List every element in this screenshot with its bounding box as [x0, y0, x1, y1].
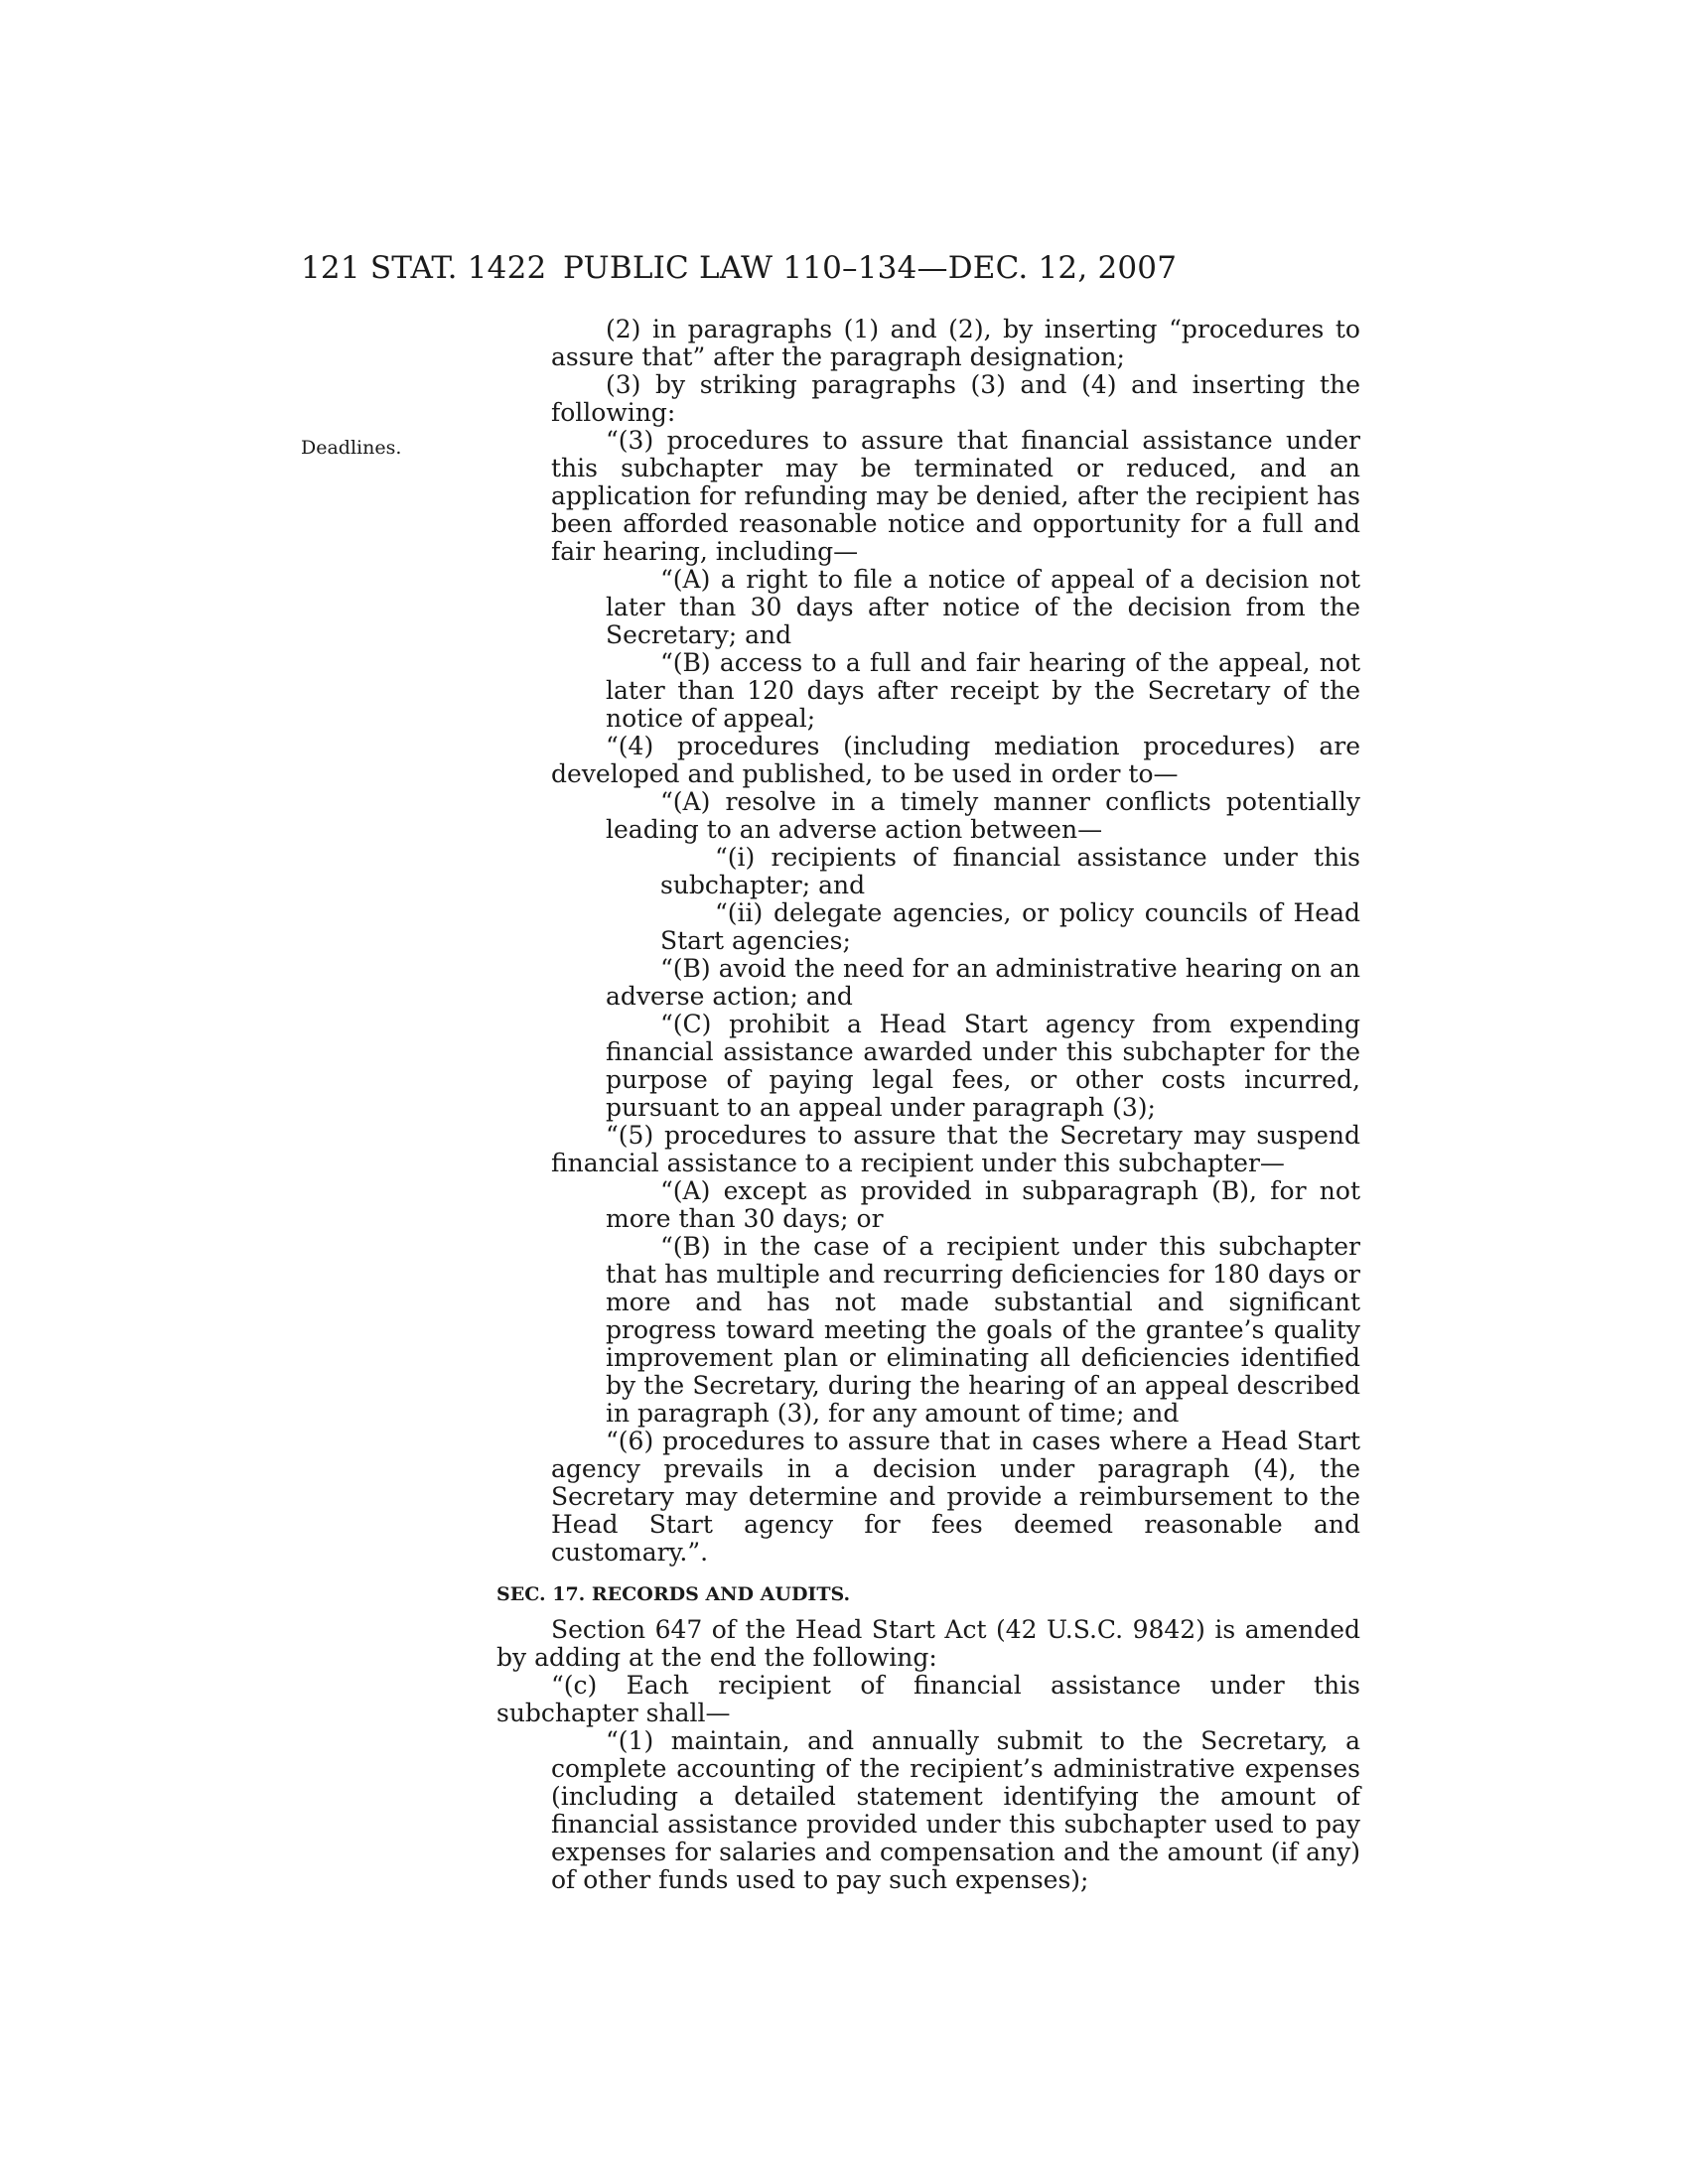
paragraph: (3) by striking paragraphs (3) and (4) and inserting the following: [551, 370, 1360, 427]
paragraph: “(c) Each recipient of financial assistance under this subchapter shall— [496, 1671, 1360, 1727]
paragraph: “(A) except as provided in subparagraph (B), for not more than 30 days; or [606, 1176, 1360, 1233]
paragraph: “(B) in the case of a recipient under this subchapter that has multiple and recurring deficiencies for 180 days or more and has not made substantial and significant progress toward meeting the goals of the grantee’s quality improvement plan or eliminating all deficiencies identified by the Secretary, during the hearing of an appeal described in paragraph (3), for any amount of time; and [606, 1232, 1360, 1428]
paragraph: “(A) resolve in a timely manner conflicts potentially leading to an adverse action between— [606, 787, 1360, 844]
paragraph: “(B) access to a full and fair hearing of the appeal, not later than 120 days after receipt by the Secretary of the notice of appeal; [606, 648, 1360, 733]
paragraph: “(4) procedures (including mediation procedures) are developed and published, to be used in order to— [551, 732, 1360, 788]
paragraph: Section 647 of the Head Start Act (42 U.S.C. 9842) is amended by adding at the end the following: [496, 1615, 1360, 1672]
stat-page-number: 121 STAT. 1422 [301, 250, 547, 286]
paragraph: “(5) procedures to assure that the Secretary may suspend financial assistance to a recipient under this subchapter— [551, 1121, 1360, 1177]
running-header-title: PUBLIC LAW 110–134—DEC. 12, 2007 [563, 250, 1178, 286]
paragraph: (2) in paragraphs (1) and (2), by inserting “procedures to assure that” after the paragraph designation; [551, 315, 1360, 371]
paragraph: “(6) procedures to assure that in cases where a Head Start agency prevails in a decision under paragraph (4), the Secretary may determine and provide a reimbursement to the Head Start agency for fees deemed reasonable and customary.”. [551, 1427, 1360, 1567]
paragraph: “(3) procedures to assure that financial assistance under this subchapter may be terminated or reduced, and an application for refunding may be denied, after the recipient has been afforded reasonable notice and opportunity for a full and fair hearing, including— [551, 426, 1360, 566]
paragraph: “(ii) delegate agencies, or policy councils of Head Start agencies; [660, 898, 1360, 955]
paragraph: “(i) recipients of financial assistance under this subchapter; and [660, 843, 1360, 899]
section-heading: SEC. 17. RECORDS AND AUDITS. [496, 1583, 851, 1605]
paragraph: “(1) maintain, and annually submit to the Secretary, a complete accounting of the recipient’s administrative expenses (including a detailed statement identifying the amount of financial assistance provided under this subchapter used to pay expenses for salaries and compensation and the amount (if any) of other funds used to pay such expenses); [551, 1726, 1360, 1894]
paragraph: “(A) a right to file a notice of appeal of a decision not later than 30 days after notice of the decision from the Secretary; and [606, 565, 1360, 649]
paragraph: “(C) prohibit a Head Start agency from expending financial assistance awarded under this subchapter for the purpose of paying legal fees, or other costs incurred, pursuant to an appeal under paragraph (3); [606, 1010, 1360, 1122]
document-body [496, 315, 1360, 1894]
margin-note: Deadlines. [301, 437, 402, 459]
paragraph: “(B) avoid the need for an administrative hearing on an adverse action; and [606, 954, 1360, 1011]
